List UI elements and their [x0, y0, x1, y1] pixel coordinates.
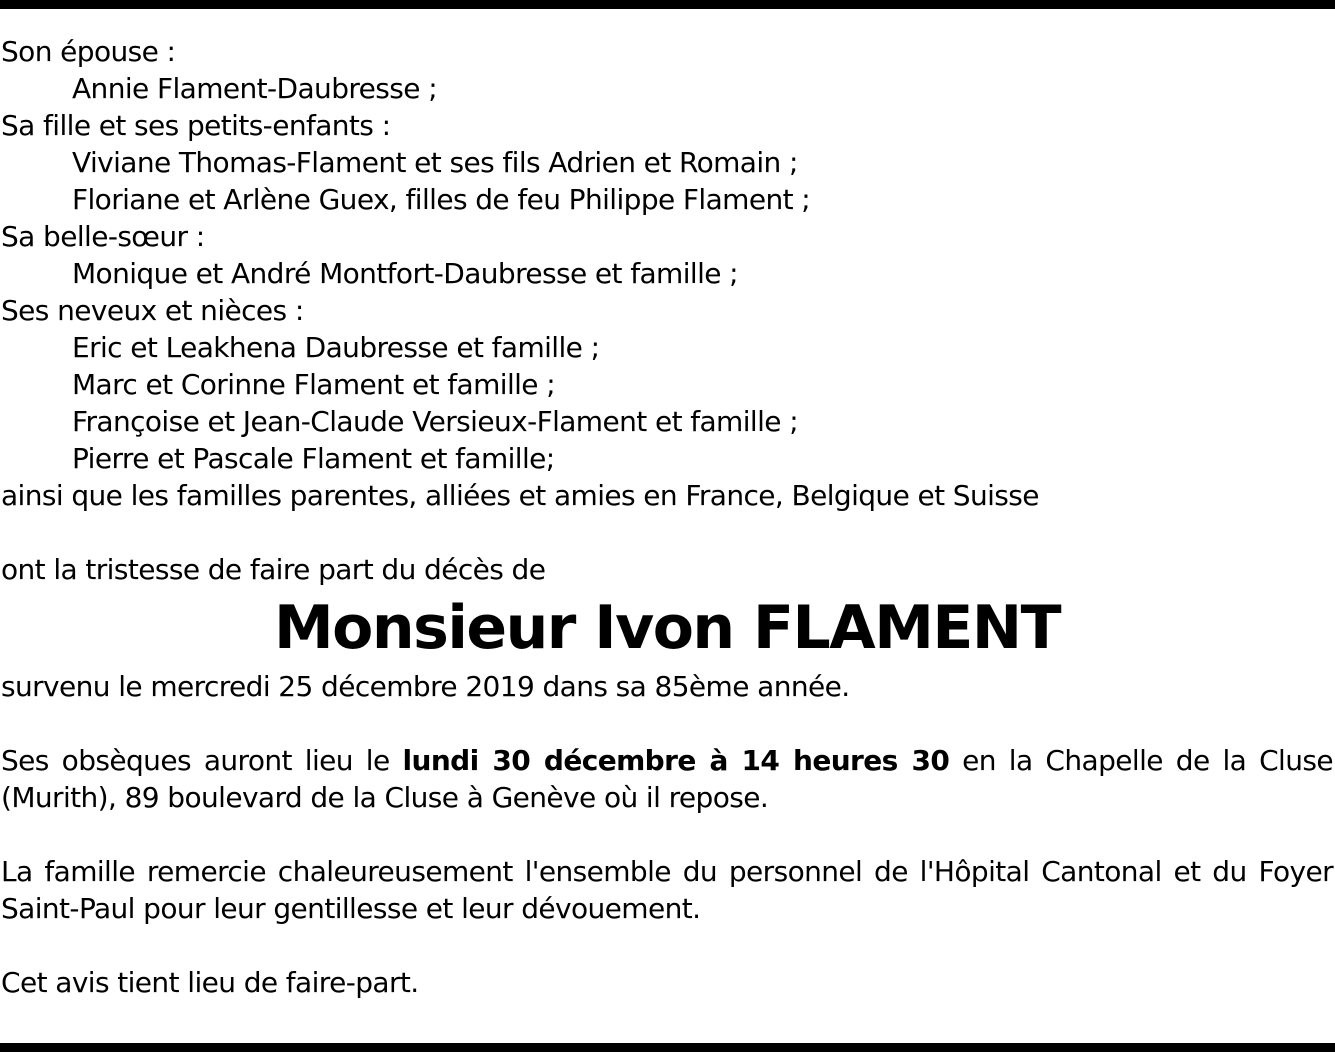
spacer	[1, 927, 1333, 964]
family-member: Viviane Thomas-Flament et ses fils Adrien et Romain ;	[72, 146, 798, 179]
family-heading-sister-in-law: Sa belle-sœur :	[1, 220, 205, 253]
funeral-location: en la Chapelle de la Cluse (Murith), 89 boulevard de la Cluse à Genève où il repose.	[1, 744, 1333, 814]
obituary-notice	[1, 33, 1333, 1001]
family-member: Marc et Corinne Flament et famille ;	[72, 368, 556, 401]
family-member: Pierre et Pascale Flament et famille;	[72, 442, 555, 475]
funeral-date-time: lundi 30 décembre à 14 heures 30	[402, 744, 950, 777]
family-member: Floriane et Arlène Guex, filles de feu Philippe Flament ;	[72, 183, 811, 216]
family-member: Françoise et Jean-Claude Versieux-Flament et famille ;	[72, 405, 799, 438]
spacer	[1, 514, 1333, 551]
thanks-text: La famille remercie chaleureusement l'ensemble du personnel de l'Hôpital Cantonal et du Foyer Saint-Paul pour leur gentillesse et leur dévouement.	[1, 855, 1333, 925]
family-heading-children: Sa fille et ses petits-enfants :	[1, 109, 391, 142]
family-member: Eric et Leakhena Daubresse et famille ;	[72, 331, 600, 364]
bottom-rule	[0, 1043, 1335, 1052]
family-member: Monique et André Montfort-Daubresse et famille ;	[72, 257, 739, 290]
top-rule	[0, 0, 1335, 9]
family-heading-nephews-nieces: Ses neveux et nièces :	[1, 294, 304, 327]
extended-family: ainsi que les familles parentes, alliées et amies en France, Belgique et Suisse	[1, 479, 1039, 512]
announcement-text: ont la tristesse de faire part du décès de	[1, 553, 546, 586]
closing-text: Cet avis tient lieu de faire-part.	[1, 966, 419, 999]
family-member: Annie Flament-Daubresse ;	[72, 72, 438, 105]
death-info: survenu le mercredi 25 décembre 2019 dans sa 85ème année.	[1, 670, 850, 703]
spacer	[1, 705, 1333, 742]
deceased-name: Monsieur Ivon FLAMENT	[273, 593, 1061, 663]
funeral-intro: Ses obsèques auront lieu le	[1, 744, 403, 777]
family-heading-spouse: Son épouse :	[1, 35, 176, 68]
spacer	[1, 816, 1333, 853]
funeral-info	[1, 742, 1333, 816]
